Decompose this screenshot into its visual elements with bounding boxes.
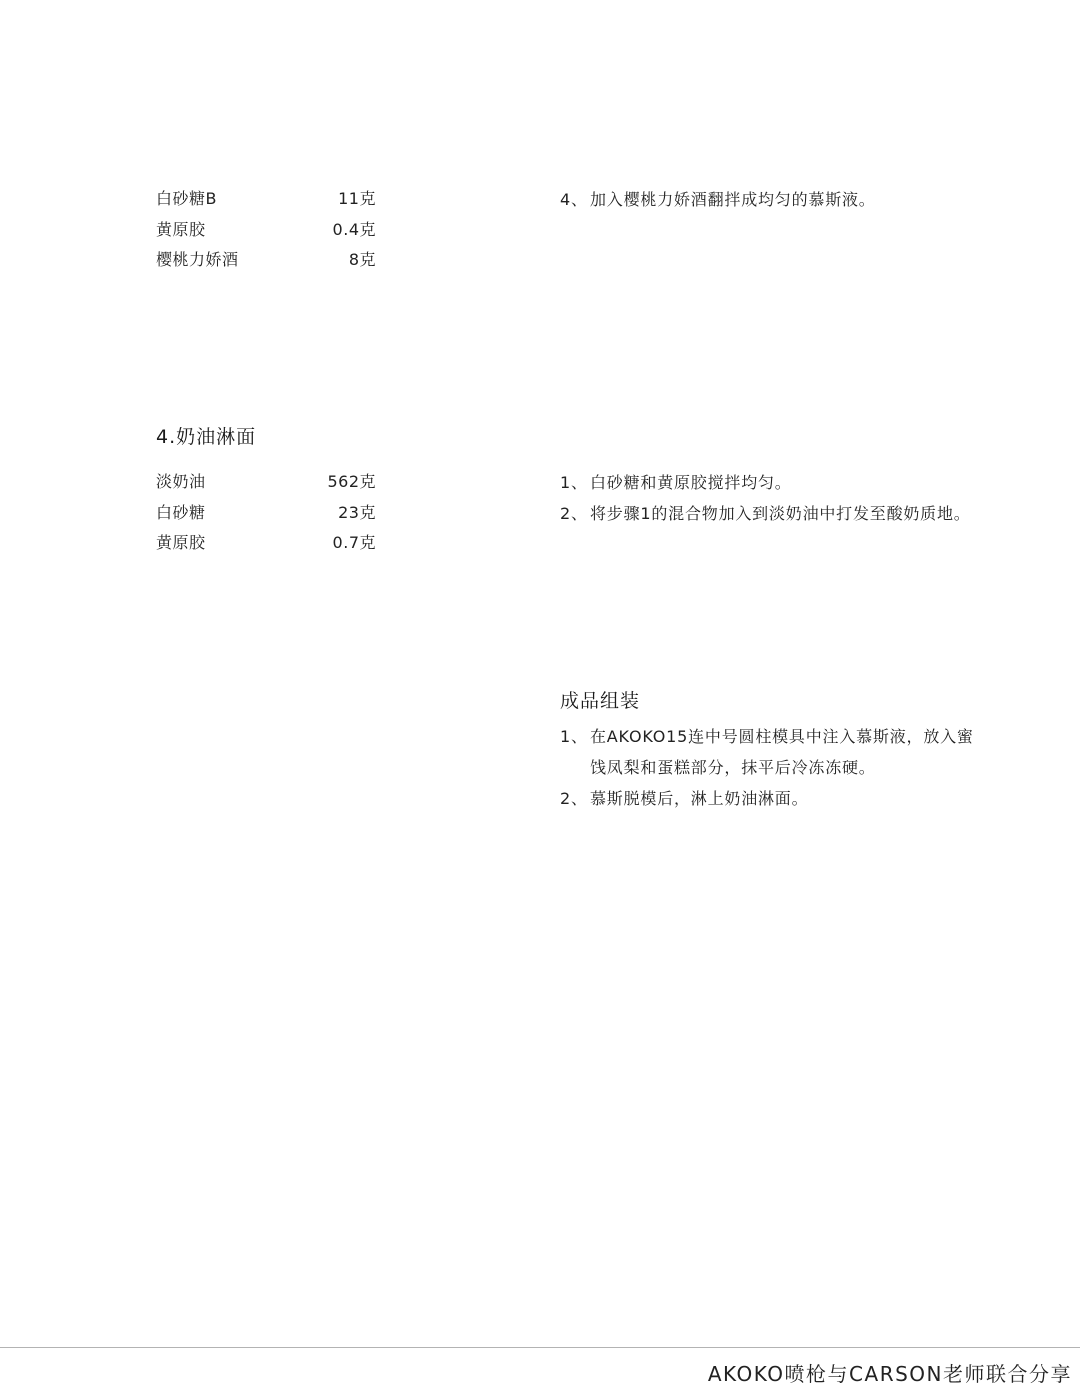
ingredient-name: 白砂糖B	[156, 189, 217, 208]
ingredient-name: 淡奶油	[156, 472, 206, 491]
step-list-section3	[560, 184, 980, 215]
ingredient-row	[156, 245, 376, 276]
footer-divider	[0, 1347, 1080, 1348]
step-list-section4	[560, 467, 980, 529]
ingredient-name: 黄原胶	[156, 533, 206, 552]
step-number: 1、	[560, 727, 588, 746]
ingredient-list-section3	[156, 184, 376, 276]
ingredient-row	[156, 184, 376, 215]
ingredient-name: 黄原胶	[156, 219, 206, 239]
ingredient-name: 白砂糖	[156, 502, 206, 522]
step-list-assembly	[560, 721, 980, 814]
ingredient-list-section4	[156, 467, 376, 559]
step-number: 1、	[560, 473, 588, 492]
step-item	[560, 783, 980, 814]
ingredient-amount: 11克	[338, 189, 376, 208]
step-text: 白砂糖和黄原胶搅拌均匀。	[590, 473, 792, 492]
ingredient-name: 樱桃力娇酒	[156, 250, 239, 269]
ingredient-amount: 8克	[348, 250, 376, 269]
step-item	[560, 467, 980, 498]
ingredient-row	[156, 528, 376, 559]
ingredient-amount: 0.4克	[332, 219, 376, 239]
ingredient-row	[156, 498, 376, 529]
ingredient-amount: 0.7克	[332, 533, 376, 552]
ingredient-amount: 23克	[338, 502, 376, 522]
step-item	[560, 498, 980, 529]
step-number: 2、	[560, 789, 588, 808]
step-text: 将步骤1的混合物加入到淡奶油中打发至酸奶质地。	[590, 504, 971, 523]
ingredient-amount: 562克	[327, 472, 376, 491]
section-title-assembly: 成品组装	[560, 690, 641, 712]
step-item	[560, 184, 980, 215]
step-text: 慕斯脱模后，淋上奶油淋面。	[590, 789, 809, 808]
step-text: 加入樱桃力娇酒翻拌成均匀的慕斯液。	[590, 190, 876, 209]
step-item	[560, 721, 980, 783]
step-text: 在AKOKO15连中号圆柱模具中注入慕斯液，放入蜜饯凤梨和蛋糕部分，抹平后冷冻冻硬。	[590, 727, 974, 777]
step-number: 2、	[560, 504, 588, 523]
ingredient-row	[156, 467, 376, 498]
footer-credit: AKOKO喷枪与CARSON老师联合分享	[707, 1362, 1072, 1386]
step-number: 4、	[560, 190, 588, 209]
ingredient-row	[156, 215, 376, 246]
section-title-cream-glaze: 4.奶油淋面	[156, 426, 257, 448]
